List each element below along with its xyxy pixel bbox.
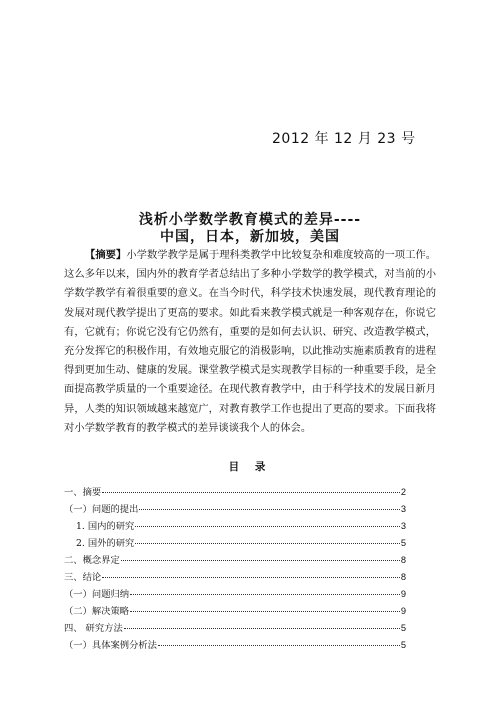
toc-entry-text: （一）问题的提出	[64, 504, 139, 515]
toc-entry-page: 8	[400, 555, 406, 565]
toc-entry[interactable]	[64, 620, 406, 637]
toc-leader-dots	[135, 526, 400, 527]
toc-entry[interactable]	[64, 603, 406, 620]
toc-entry-page: 2	[400, 487, 406, 497]
document-title-line-2: 中国，日本，新加坡，美国	[160, 229, 340, 245]
toc-leader-dots	[130, 594, 400, 595]
toc-entry[interactable]	[64, 501, 406, 518]
toc-entry[interactable]	[64, 569, 406, 586]
toc-entry-page: 3	[400, 521, 406, 531]
toc-leader-dots	[130, 611, 400, 612]
table-of-contents	[64, 484, 406, 654]
toc-entry-text: 四、 研究方法	[64, 623, 123, 634]
toc-entry-text: 2. 国外的研究	[76, 538, 135, 549]
toc-entry-page: 5	[400, 640, 406, 650]
toc-leader-dots	[102, 492, 400, 493]
toc-entry[interactable]	[64, 586, 406, 603]
toc-leader-dots	[121, 560, 400, 561]
abstract-paragraph	[64, 246, 436, 438]
toc-entry-text: （一）具体案例分析法	[64, 640, 157, 651]
toc-entry[interactable]	[64, 552, 406, 569]
toc-leader-dots	[135, 543, 400, 544]
toc-leader-dots	[158, 645, 400, 646]
toc-leader-dots	[139, 509, 399, 510]
toc-entry-text: （一）问题归纳	[64, 589, 130, 600]
abstract-label: 【摘要】	[85, 249, 127, 261]
toc-leader-dots	[124, 628, 400, 629]
abstract-text: 小学数学教学是属于理科类教学中比较复杂和难度较高的一项工作。这么多年以来，国内外的教育学者总结出了多种小学数学的教学模式，对当前的小学数学教学有着很重要的意义。在当今时代，科学技术快速发展，现代教育理论的发展对现代教学提出了更高的要求。如此看来教学模式就是一种客观存在，你说它有，它就有；你说它没有它仍然有，重要的是如何去认识、研究、改造教学模式，充分发挥它的积极作用，有效地克服它的消极影响，以此推动实施素质教育的进程得到更加生动、健康的发展。课堂教学模式是实现教学目标的一种重要手段，是全面提高教学质量的一个重要途径。在现代教育教学中，由于科学技术的发展日新月异，人类的知识领域越来越宽广，对教育教学工作也提出了更高的要求。下面我将对小学数学教育的教学模式的差异谈谈我个人的体会。	[64, 249, 437, 434]
toc-entry-text: （二）解决策略	[64, 606, 130, 617]
toc-entry-page: 8	[400, 572, 406, 582]
toc-entry-page: 9	[400, 606, 406, 616]
toc-entry-page: 5	[400, 623, 406, 633]
toc-entry[interactable]	[64, 518, 406, 535]
toc-entry-text: 二、概念界定	[64, 555, 120, 566]
toc-heading: 目 录	[228, 461, 272, 473]
toc-entry-text: 一、摘要	[64, 487, 102, 498]
document-title-line-1: 浅析小学数学教育模式的差异----	[138, 212, 362, 228]
toc-entry-text: 1. 国内的研究	[76, 521, 135, 532]
document-date: 2012 年 12 月 23 号	[272, 131, 416, 147]
toc-entry-page: 3	[400, 504, 406, 514]
toc-entry-page: 9	[400, 589, 406, 599]
toc-leader-dots	[102, 577, 400, 578]
toc-entry[interactable]	[64, 484, 406, 501]
toc-entry[interactable]	[64, 535, 406, 552]
toc-entry-text: 三、结论	[64, 572, 102, 583]
toc-entry-page: 5	[400, 538, 406, 548]
toc-entry[interactable]	[64, 637, 406, 654]
